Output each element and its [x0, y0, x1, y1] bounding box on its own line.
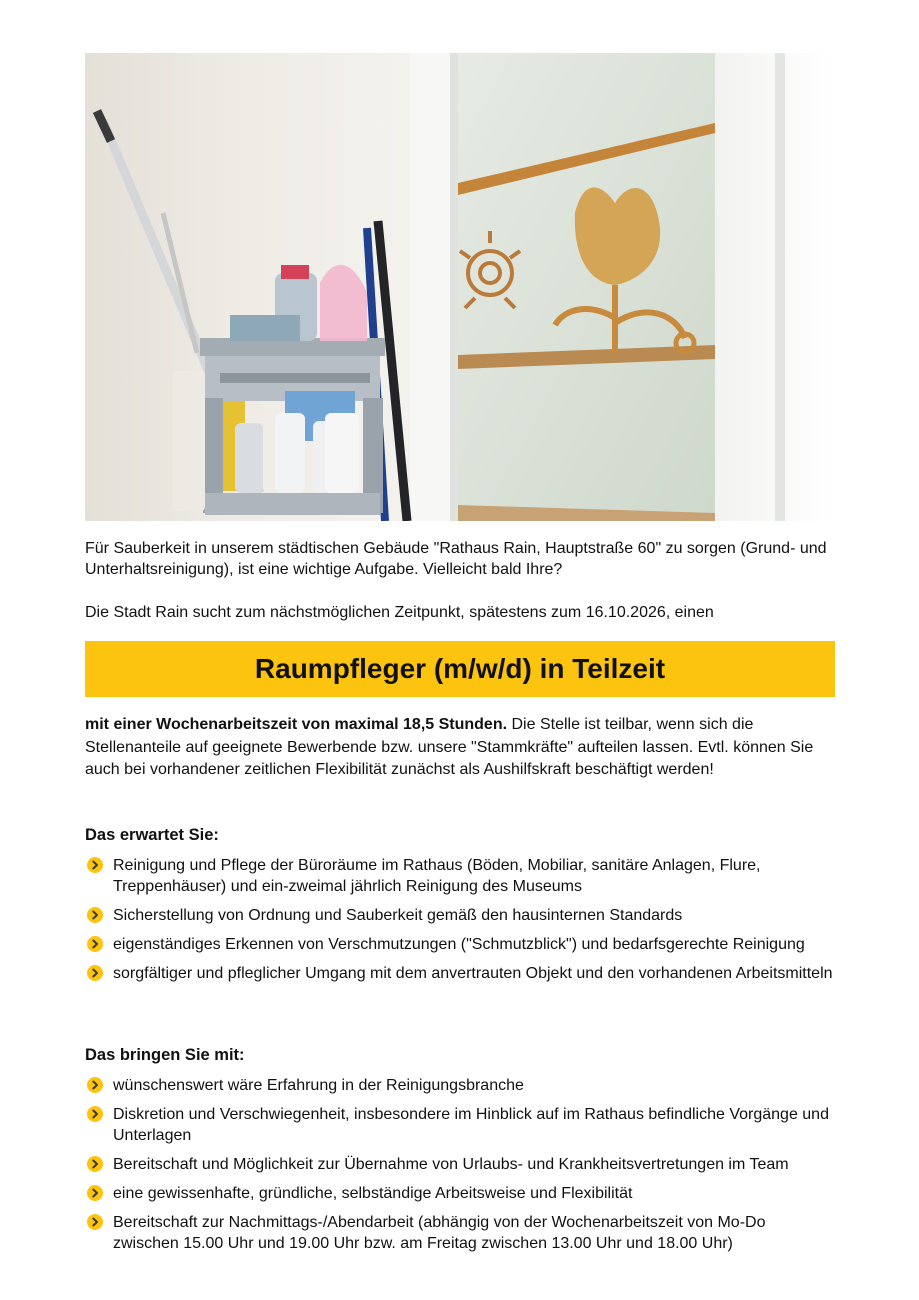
- chevron-right-circle-icon: [87, 907, 103, 923]
- working-hours-text: mit einer Wochenarbeitszeit von maximal 18,5 Stunden.: [85, 716, 508, 733]
- chevron-right-circle-icon: [87, 1185, 103, 1201]
- chevron-right-circle-icon: [87, 857, 103, 873]
- chevron-right-circle-icon: [87, 936, 103, 952]
- chevron-right-circle-icon: [87, 1106, 103, 1122]
- job-title: Raumpfleger (m/w/d) in Teilzeit: [254, 653, 666, 684]
- chevron-right-circle-icon: [87, 1214, 103, 1230]
- bring-list: [85, 1075, 835, 1262]
- list-item: eigenständiges Erkennen von Verschmutzungen ("Schmutzblick") und bedarfsgerechte Reinigung: [85, 934, 835, 955]
- job-description: [85, 714, 835, 782]
- list-item: Bereitschaft zur Nachmittags-/Abendarbeit (abhängig von der Wochenarbeitszeit von Mo-Do zwischen 15.00 Uhr und 19.00 Uhr bzw. am Freitag zwischen 13.00 Uhr und 18.00 Uhr): [85, 1212, 835, 1254]
- lead-text: Die Stadt Rain sucht zum nächstmöglichen Zeitpunkt, spätestens zum 16.10.2026, einen: [85, 604, 714, 621]
- list-item: sorgfältiger und pfleglicher Umgang mit dem anvertrauten Objekt und den vorhandenen Arbeitsmitteln: [85, 963, 835, 984]
- chevron-right-circle-icon: [87, 965, 103, 981]
- list-item: wünschenswert wäre Erfahrung in der Reinigungsbranche: [85, 1075, 835, 1096]
- intro-text: Für Sauberkeit in unserem städtischen Gebäude "Rathaus Rain, Hauptstraße 60" zu sorgen (Grund- und Unterhaltsreinigung), ist eine wichtige Aufgabe. Vielleicht bald Ihre?: [85, 540, 827, 578]
- list-item: eine gewissenhafte, gründliche, selbständige Arbeitsweise und Flexibilität: [85, 1183, 835, 1204]
- list-item: Diskretion und Verschwiegenheit, insbesondere im Hinblick auf im Rathaus befindliche Vorgänge und Unterlagen: [85, 1104, 835, 1146]
- list-item: Sicherstellung von Ordnung und Sauberkeit gemäß den hausinternen Standards: [85, 905, 835, 926]
- description-rest: Die Stelle ist teilbar, wenn sich die Stellenanteile auf geeignete Bewerbende bzw. unsere "Stammkräfte" aufteilen lassen. Evtl. können Sie auch bei vorhandener zeitlichen Flexibilität zunächst als Aushilfskraft beschäftigt werden!: [85, 716, 814, 778]
- list-item: Reinigung und Pflege der Büroräume im Rathaus (Böden, Mobiliar, sanitäre Anlagen, Flure, Treppenhäuser) und ein-zweimal jährlich Reinigung des Museums: [85, 855, 835, 897]
- bring-heading: Das bringen Sie mit:: [85, 1046, 245, 1064]
- chevron-right-circle-icon: [87, 1156, 103, 1172]
- job-title-banner: [85, 641, 835, 697]
- cleaning-cart-photo: [85, 53, 835, 521]
- list-item: Bereitschaft und Möglichkeit zur Übernahme von Urlaubs- und Krankheitsvertretungen im Team: [85, 1154, 835, 1175]
- expect-list: [85, 855, 835, 992]
- chevron-right-circle-icon: [87, 1077, 103, 1093]
- expect-heading: Das erwartet Sie:: [85, 826, 219, 844]
